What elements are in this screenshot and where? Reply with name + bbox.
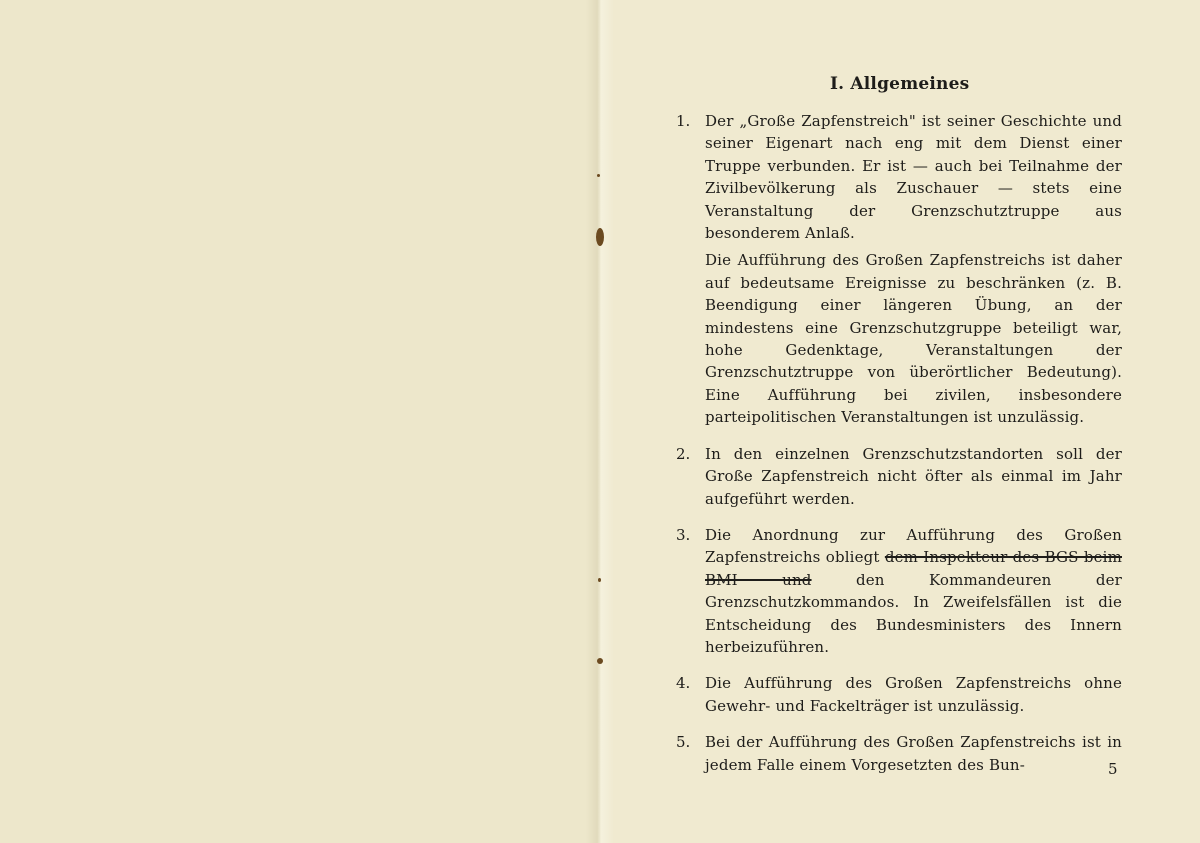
text-segment: Die Anordnung zur Aufführung des Großen Zapfenstreichs obliegt (705, 525, 1122, 567)
struck-out-text: dem Inspekteur des BGS beim BMI und (705, 548, 1122, 589)
paragraph: Der „Große Zapfenstreich" ist seiner Geschichte und seiner Eigenart nach eng mit dem Dienst einer Truppe verbunden. Er ist — auch bei Teilnahme der Zivilbevölkerung als Zuschauer — stets eine Veranstaltung der Grenzschutztruppe aus besonderem Anlaß. (705, 112, 1122, 243)
item-number: 4. (676, 674, 691, 693)
list-item (676, 443, 1122, 515)
item-number: 3. (676, 525, 691, 544)
numbered-list (676, 110, 1122, 790)
paragraph (705, 524, 1122, 658)
paragraph: Die Aufführung des Großen Zapfenstreichs ohne Gewehr- und Fackelträger ist unzulässig. (705, 674, 1122, 715)
paper-stain (596, 228, 604, 246)
paper-stain (598, 578, 601, 582)
list-item (676, 524, 1122, 663)
paper-stain (597, 658, 603, 664)
item-body (705, 524, 1122, 663)
item-number: 1. (676, 112, 691, 130)
list-item (676, 731, 1122, 781)
item-number: 5. (676, 733, 691, 752)
text-segment: den Kommandeuren der Grenzschutzkommandos. In Zweifelsfällen ist die Entscheidung des Bundesministers des Innern herbeizuführen. (705, 570, 1122, 656)
paper-stain (597, 174, 600, 177)
list-item (676, 672, 1122, 722)
section-heading: I. Allgemeines (830, 74, 970, 94)
item-body (705, 110, 1122, 434)
page-number: 5 (1108, 760, 1118, 778)
paragraph: Bei der Aufführung des Großen Zapfenstreichs ist in jedem Falle einem Vorgesetzten des Bun- (705, 733, 1122, 774)
list-item (676, 110, 1122, 434)
book-gutter (586, 0, 614, 843)
paragraph: Die Aufführung des Großen Zapfenstreichs ist daher auf bedeutsame Ereignisse zu beschränken (z. B. Beendigung einer längeren Übung, an der mindestens eine Grenzschutzgruppe beteiligt war, hohe Gedenktage, Veranstaltungen der Grenzschutztruppe von überörtlicher Bedeutung). Eine Aufführung bei zivilen, insbesondere parteipolitischen Veranstaltungen ist unzulässig. (705, 251, 1122, 427)
item-body (705, 443, 1122, 515)
paragraph: In den einzelnen Grenzschutzstandorten soll der Große Zapfenstreich nicht öfter als einmal im Jahr aufgeführt werden. (705, 444, 1122, 508)
item-body (705, 672, 1122, 722)
item-number: 2. (676, 444, 691, 463)
item-body (705, 731, 1122, 781)
